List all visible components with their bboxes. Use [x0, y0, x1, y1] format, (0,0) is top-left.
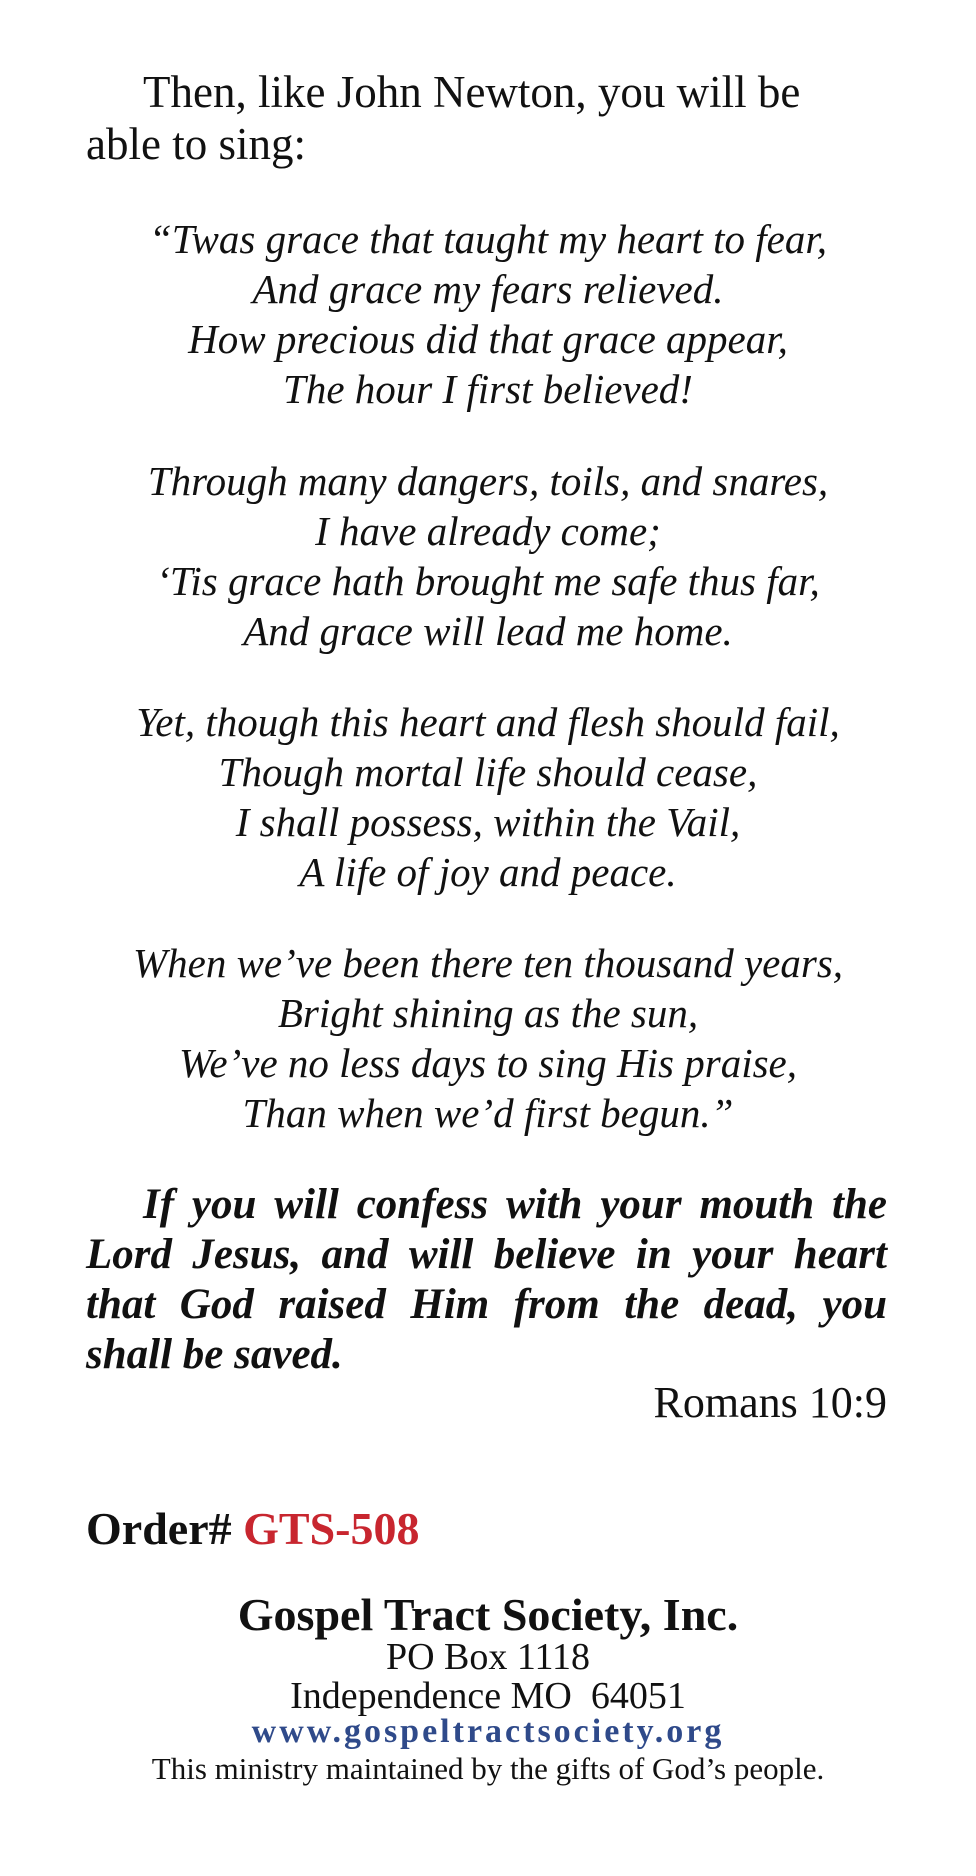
hymn-stanza-2	[0, 456, 976, 656]
hymn-stanza-4	[0, 938, 976, 1138]
hymn-line: “Twas grace that taught my heart to fear,	[148, 216, 828, 262]
hymn-line: The hour I first believed!	[283, 366, 693, 412]
hymn-line: Than when we’d first begun.”	[242, 1090, 734, 1136]
order-code: GTS-508	[243, 1503, 420, 1554]
hymn-line: And grace my fears relieved.	[252, 266, 724, 312]
publisher-po-box: PO Box 1118	[385, 1636, 591, 1678]
hymn-line: I shall possess, within the Vail,	[235, 799, 741, 845]
order-number	[86, 1502, 420, 1556]
scripture-verse: If you will confess with your mouth the Lord Jesus, and will believe in your heart that God raised Him from the dead, you shall be saved.	[86, 1181, 887, 1378]
hymn-line: And grace will lead me home.	[243, 608, 733, 654]
hymn-stanza-1	[0, 214, 976, 414]
intro-paragraph: Then, like John Newton, you will be able to sing:	[86, 67, 801, 169]
hymn-line: We’ve no less days to sing His praise,	[179, 1040, 797, 1086]
hymn-line: When we’ve been there ten thousand years,	[132, 940, 844, 986]
scripture-reference: Romans 10:9	[653, 1378, 887, 1427]
publisher-city: Independence MO 64051	[290, 1675, 686, 1717]
publisher-website-link[interactable]: www.gospeltractsociety.org	[251, 1713, 725, 1750]
hymn-line: Yet, though this heart and flesh should fail,	[136, 699, 840, 745]
publisher-name: Gospel Tract Society, Inc.	[237, 1589, 739, 1640]
order-label: Order#	[86, 1503, 232, 1554]
hymn-line: A life of joy and peace.	[299, 849, 677, 895]
hymn-line: Through many dangers, toils, and snares,	[147, 458, 829, 504]
hymn-line: I have already come;	[315, 508, 661, 554]
hymn-stanza-3	[0, 697, 976, 897]
hymn-line: Though mortal life should cease,	[218, 749, 758, 795]
hymn-line: ‘Tis grace hath brought me safe thus far,	[156, 558, 820, 604]
ministry-tagline: This ministry maintained by the gifts of God’s people.	[151, 1751, 825, 1786]
hymn-line: How precious did that grace appear,	[188, 316, 788, 362]
hymn-line: Bright shining as the sun,	[277, 990, 699, 1036]
